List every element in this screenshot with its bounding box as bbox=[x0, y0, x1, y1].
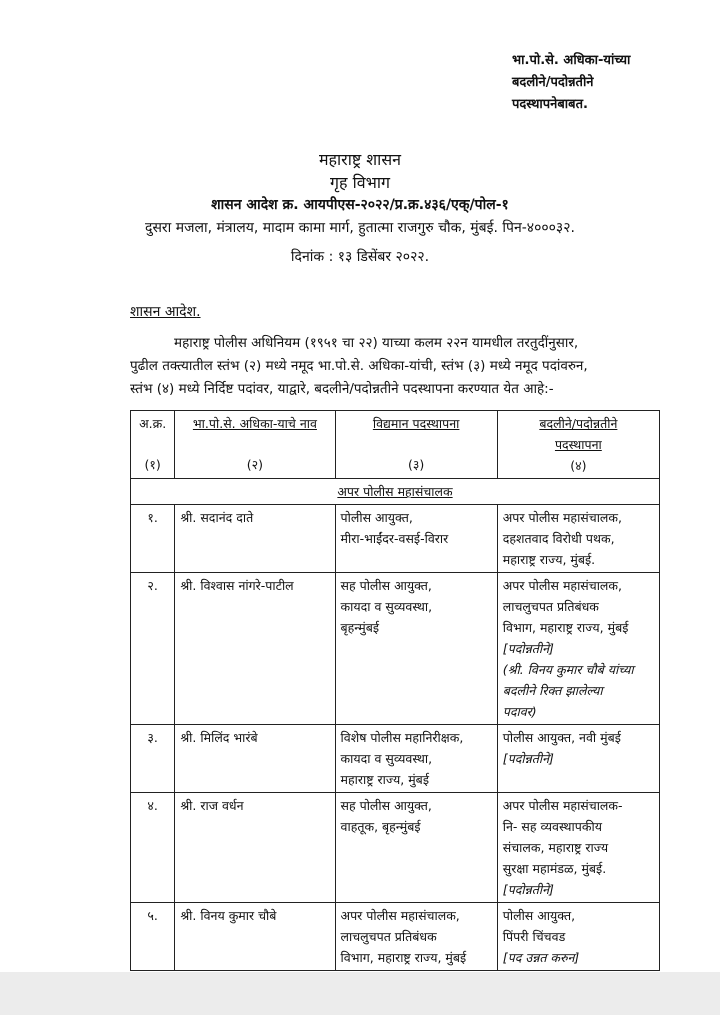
cell-line: १. bbox=[147, 510, 158, 525]
subject-line: पदस्थापनेबाबत. bbox=[512, 97, 588, 112]
postings-table bbox=[130, 410, 660, 971]
cell-line: अपर पोलीस महासंचालक, bbox=[502, 578, 622, 593]
header-new-posting bbox=[497, 411, 659, 479]
posting-note: (श्री. विनय कुमार चौबे यांच्या bbox=[502, 662, 634, 677]
table-row bbox=[131, 903, 660, 971]
cell-line: श्री. विनय कुमार चौबे bbox=[180, 908, 277, 923]
officer-name-cell bbox=[175, 793, 335, 903]
intro-line: पुढील तक्त्यातील स्तंभ (२) मध्ये नमूद भा.पो.से. अधिका-यांची, स्तंभ (३) मध्ये नमूद पदांवरुन, bbox=[130, 358, 588, 374]
new-posting-cell bbox=[497, 505, 659, 573]
government-name: महाराष्ट्र शासन bbox=[318, 150, 402, 169]
posting-note: बदलीने रिक्त झालेल्या bbox=[502, 683, 603, 698]
header-current-posting-label: विद्यमान पदस्थापना bbox=[372, 416, 460, 431]
cell-line: पिंपरी चिंचवड bbox=[502, 929, 566, 944]
cell-line: श्री. विश्वास नांगरे-पाटील bbox=[180, 578, 294, 593]
cell-line: श्री. सदानंद दाते bbox=[180, 510, 254, 525]
officer-name-cell bbox=[175, 903, 335, 971]
posting-note: [पदोन्नतीने] bbox=[502, 641, 554, 656]
table-row bbox=[131, 793, 660, 903]
cell-line: मीरा-भाईंदर-वसई-विरार bbox=[340, 531, 449, 546]
current-posting-cell bbox=[335, 573, 497, 725]
serial-cell bbox=[131, 903, 175, 971]
department-name: गृह विभाग bbox=[329, 173, 391, 192]
cell-line: महाराष्ट्र राज्य, मुंबई bbox=[340, 772, 429, 787]
letterhead bbox=[0, 148, 720, 269]
cell-line: पोलीस आयुक्त, bbox=[502, 908, 576, 923]
table-row bbox=[131, 505, 660, 573]
current-posting-cell bbox=[335, 505, 497, 573]
cell-line: संचालक, महाराष्ट्र राज्य bbox=[502, 840, 609, 855]
new-posting-cell bbox=[497, 903, 659, 971]
table-row bbox=[131, 725, 660, 793]
subject-line: भा.पो.से. अधिका-यांच्या bbox=[512, 53, 631, 68]
cell-line: सह पोलीस आयुक्त, bbox=[340, 798, 432, 813]
posting-note: पदावर) bbox=[502, 704, 537, 719]
header-current-posting bbox=[335, 411, 497, 479]
cell-line: अपर पोलीस महासंचालक, bbox=[502, 510, 622, 525]
cell-line: २. bbox=[147, 578, 158, 593]
cell-line: श्री. मिलिंद भारंबे bbox=[180, 730, 258, 745]
cell-line: ३. bbox=[147, 730, 158, 745]
cell-line: कायदा व सुव्यवस्था, bbox=[340, 599, 433, 614]
cell-line: सुरक्षा महामंडळ, मुंबई. bbox=[502, 861, 607, 876]
current-posting-cell bbox=[335, 793, 497, 903]
cell-line: विभाग, महाराष्ट्र राज्य, मुंबई bbox=[502, 620, 629, 635]
officer-name-cell bbox=[175, 505, 335, 573]
cell-line: लाचलुचपत प्रतिबंधक bbox=[340, 929, 437, 944]
cell-line: दहशतवाद विरोधी पथक, bbox=[502, 531, 615, 546]
current-posting-cell bbox=[335, 725, 497, 793]
cell-line: सह पोलीस आयुक्त, bbox=[340, 578, 432, 593]
cell-line: महाराष्ट्र राज्य, मुंबई. bbox=[502, 552, 596, 567]
column-number: (३) bbox=[408, 457, 425, 472]
viewer-background bbox=[0, 972, 720, 1015]
intro-paragraph bbox=[130, 332, 670, 401]
subject-block bbox=[512, 50, 712, 116]
posting-note: [पदोन्नतीने] bbox=[502, 882, 554, 897]
cell-line: अपर पोलीस महासंचालक- bbox=[502, 798, 623, 813]
order-heading-text: शासन आदेश bbox=[130, 304, 197, 320]
column-number: (१) bbox=[144, 457, 161, 472]
cell-line: नि- सह व्यवस्थापकीय bbox=[502, 819, 602, 834]
header-officer-name bbox=[175, 411, 335, 479]
cell-line: वाहतूक, बृहन्मुंबई bbox=[340, 819, 421, 834]
order-number: शासन आदेश क्र. आयपीएस-२०२२/प्र.क्र.४३६/एक्/पोल-१ bbox=[211, 197, 509, 213]
order-date: दिनांक : १३ डिसेंबर २०२२. bbox=[290, 249, 430, 265]
column-number: (४) bbox=[570, 458, 587, 473]
section-row bbox=[131, 479, 660, 505]
posting-note: [पद उन्नत करुन] bbox=[502, 950, 580, 965]
serial-cell bbox=[131, 793, 175, 903]
cell-line: श्री. राज वर्धन bbox=[180, 798, 244, 813]
column-number: (२) bbox=[246, 457, 264, 472]
new-posting-cell bbox=[497, 725, 659, 793]
new-posting-cell bbox=[497, 573, 659, 725]
serial-cell bbox=[131, 505, 175, 573]
cell-line: विशेष पोलीस महानिरीक्षक, bbox=[340, 730, 464, 745]
header-serial-label: अ.क्र. bbox=[139, 416, 167, 431]
order-heading: शासन आदेश. bbox=[130, 304, 201, 320]
subject-line: बदलीने/पदोन्नतीने bbox=[512, 75, 594, 90]
cell-line: ४. bbox=[147, 798, 158, 813]
table-row bbox=[131, 573, 660, 725]
header-new-posting-label-2: पदस्थापना bbox=[554, 437, 602, 452]
header-new-posting-label-1: बदलीने/पदोन्नतीने bbox=[539, 416, 618, 431]
serial-cell bbox=[131, 573, 175, 725]
table-header-row bbox=[131, 411, 660, 479]
cell-line: कायदा व सुव्यवस्था, bbox=[340, 751, 433, 766]
table-body bbox=[131, 479, 660, 971]
cell-line: ५. bbox=[147, 908, 158, 923]
cell-line: विभाग, महाराष्ट्र राज्य, मुंबई bbox=[340, 950, 467, 965]
cell-line: लाचलुचपत प्रतिबंधक bbox=[502, 599, 599, 614]
cell-line: पोलीस आयुक्त, नवी मुंबई bbox=[502, 730, 621, 745]
officer-name-cell bbox=[175, 725, 335, 793]
new-posting-cell bbox=[497, 793, 659, 903]
intro-line: महाराष्ट्र पोलीस अधिनियम (१९५१ चा २२) याच्या कलम २२न यामधील तरतुदींनुसार, bbox=[174, 335, 579, 351]
cell-line: अपर पोलीस महासंचालक, bbox=[340, 908, 460, 923]
office-address: दुसरा मजला, मंत्रालय, मादाम कामा मार्ग, हुतात्मा राजगुरु चौक, मुंबई. पिन-४०००३२. bbox=[145, 220, 575, 236]
header-serial bbox=[131, 411, 175, 479]
cell-line: पोलीस आयुक्त, bbox=[340, 510, 413, 525]
header-officer-name-label: भा.पो.से. अधिका-याचे नाव bbox=[192, 416, 317, 431]
posting-note: [पदोन्नतीने] bbox=[502, 751, 554, 766]
intro-line: स्तंभ (४) मध्ये निर्दिष्ट पदांवर, याद्वारे, बदलीने/पदोन्नतीने पदस्थापना करण्यात येत आहे:- bbox=[130, 381, 554, 397]
section-title: अपर पोलीस महासंचालक bbox=[337, 484, 453, 499]
serial-cell bbox=[131, 725, 175, 793]
current-posting-cell bbox=[335, 903, 497, 971]
section-cell bbox=[131, 479, 660, 505]
officer-name-cell bbox=[175, 573, 335, 725]
cell-line: बृहन्मुंबई bbox=[340, 620, 380, 635]
